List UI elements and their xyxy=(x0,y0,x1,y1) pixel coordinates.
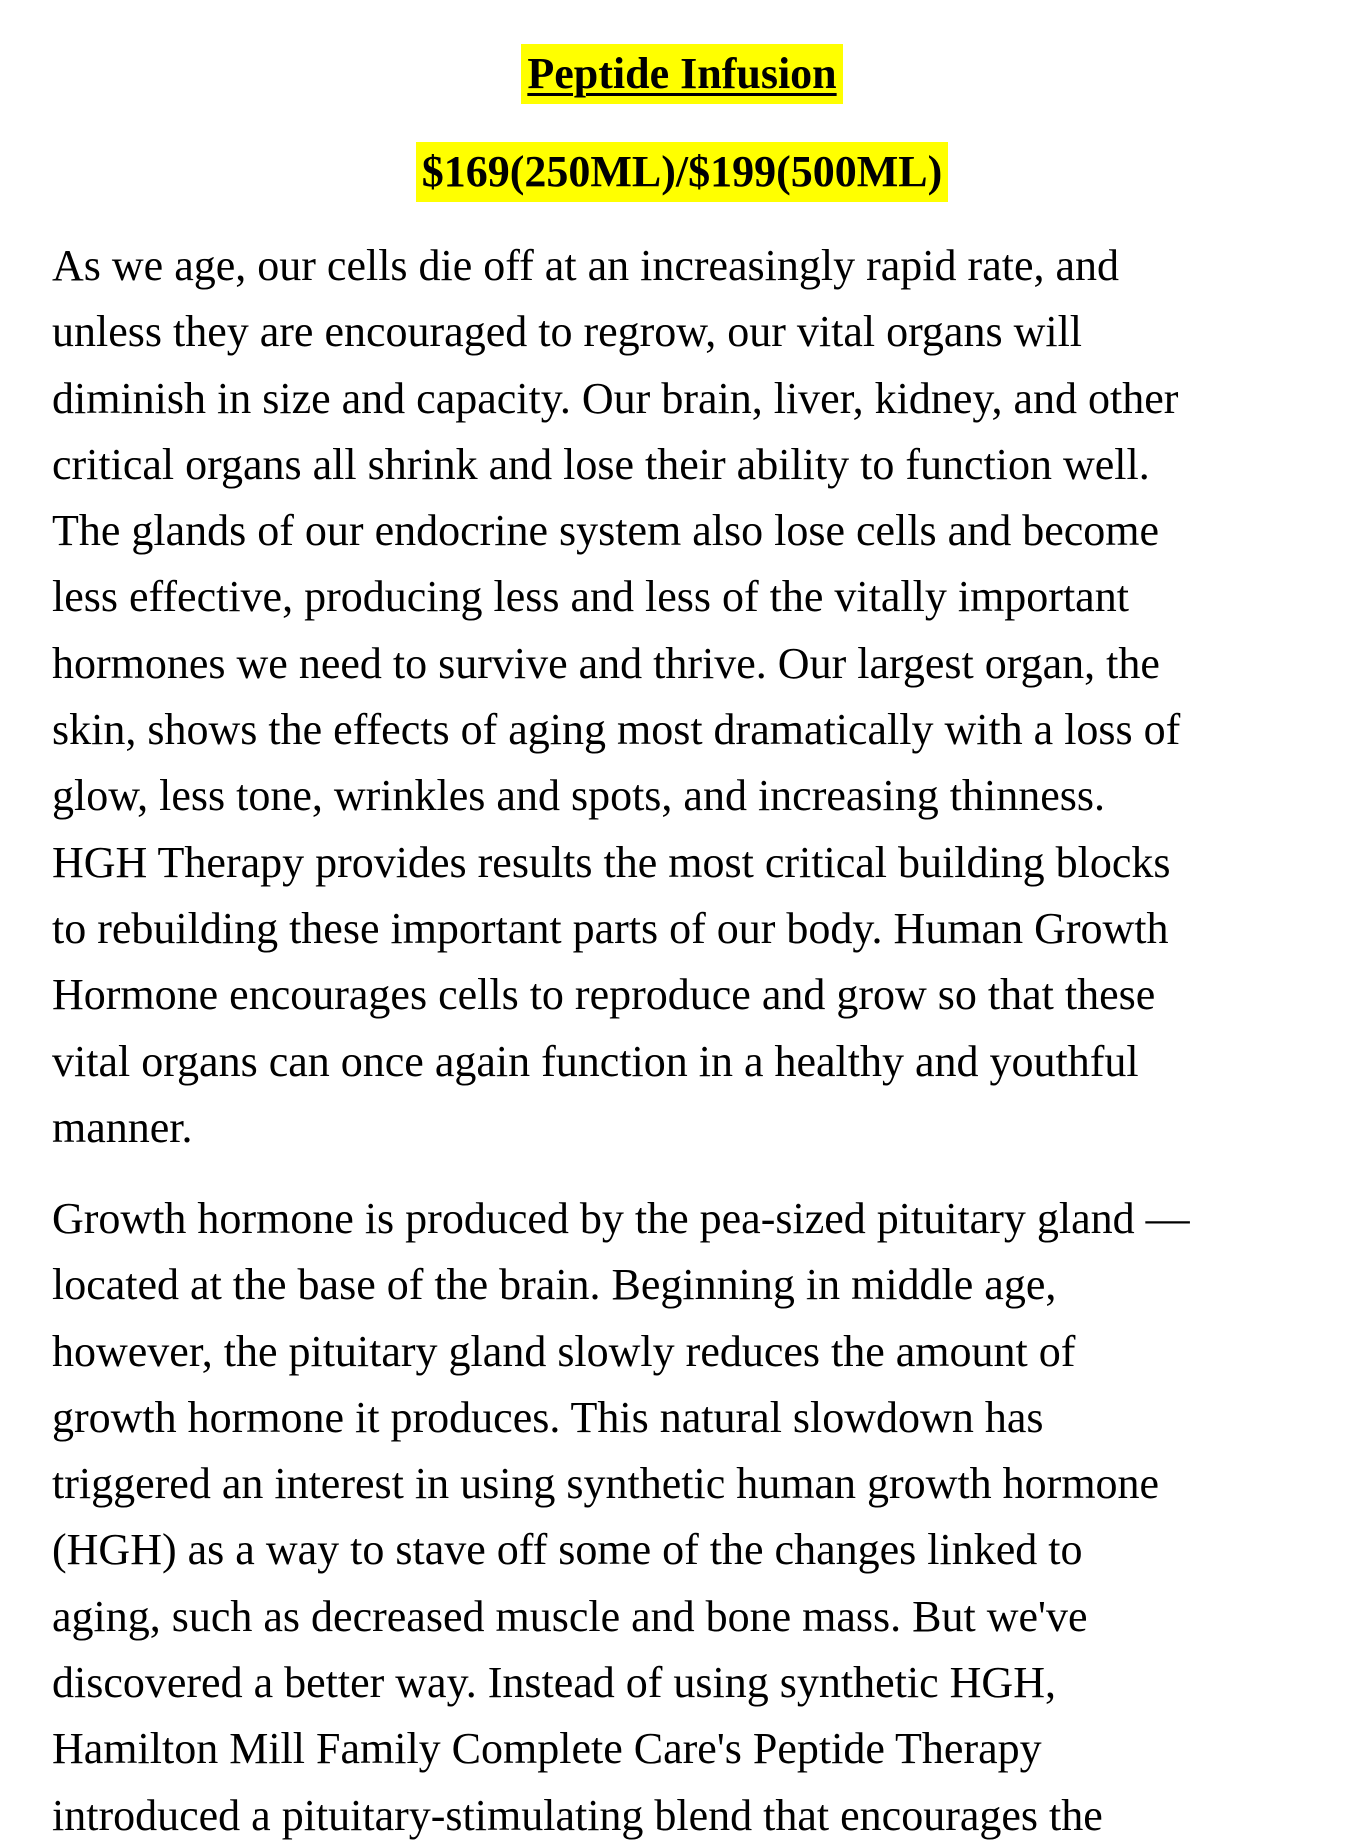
paragraph-line: located at the base of the brain. Beginning in middle age, xyxy=(52,1260,1057,1310)
paragraph-line: vital organs can once again function in a healthy and youthful xyxy=(52,1036,1139,1086)
paragraph-line: triggered an interest in using synthetic human growth hormone xyxy=(52,1459,1160,1509)
price-row xyxy=(0,142,1364,202)
paragraph-line: hormones we need to survive and thrive. Our largest organ, the xyxy=(52,638,1160,688)
paragraph-line: growth hormone it produces. This natural slowdown has xyxy=(52,1392,1044,1442)
document-title-row xyxy=(0,44,1364,104)
paragraph-line: Growth hormone is produced by the pea-sized pituitary gland — xyxy=(52,1194,1190,1243)
paragraph-growth-hormone xyxy=(52,1186,1342,1842)
paragraph-line: glow, less tone, wrinkles and spots, and increasing thinness. xyxy=(52,771,1105,821)
document-title: Peptide Infusion xyxy=(521,44,842,104)
paragraph-line: skin, shows the effects of aging most dramatically with a loss of xyxy=(52,705,1181,755)
paragraph-line: Hormone encourages cells to reproduce and grow so that these xyxy=(52,970,1156,1020)
paragraph-line: discovered a better way. Instead of using synthetic HGH, xyxy=(52,1658,1056,1708)
price-line: $169(250ML)/$199(500ML) xyxy=(416,142,949,202)
paragraph-line: diminish in size and capacity. Our brain, liver, kidney, and other xyxy=(52,373,1179,423)
paragraph-line: The glands of our endocrine system also lose cells and become xyxy=(52,506,1160,556)
paragraph-line: to rebuilding these important parts of our body. Human Growth xyxy=(52,903,1169,953)
paragraph-line: Hamilton Mill Family Complete Care's Peptide Therapy xyxy=(52,1724,1042,1774)
paragraph-line: critical organs all shrink and lose their ability to function well. xyxy=(52,439,1150,489)
paragraph-line: As we age, our cells die off at an increasingly rapid rate, and xyxy=(52,241,1119,290)
paragraph-line: unless they are encouraged to regrow, our vital organs will xyxy=(52,307,1083,357)
paragraph-line: HGH Therapy provides results the most critical building blocks xyxy=(52,837,1171,887)
paragraph-line: aging, such as decreased muscle and bone mass. But we've xyxy=(52,1591,1088,1641)
paragraph-line: introduced a pituitary-stimulating blend that encourages the xyxy=(52,1790,1103,1840)
paragraph-line: however, the pituitary gland slowly reduces the amount of xyxy=(52,1326,1076,1376)
paragraph-line: less effective, producing less and less of the vitally important xyxy=(52,572,1129,622)
paragraph-line: manner. xyxy=(52,1102,193,1152)
paragraph-line: (HGH) as a way to stave off some of the changes linked to xyxy=(52,1525,1083,1575)
paragraph-aging xyxy=(52,233,1342,1161)
